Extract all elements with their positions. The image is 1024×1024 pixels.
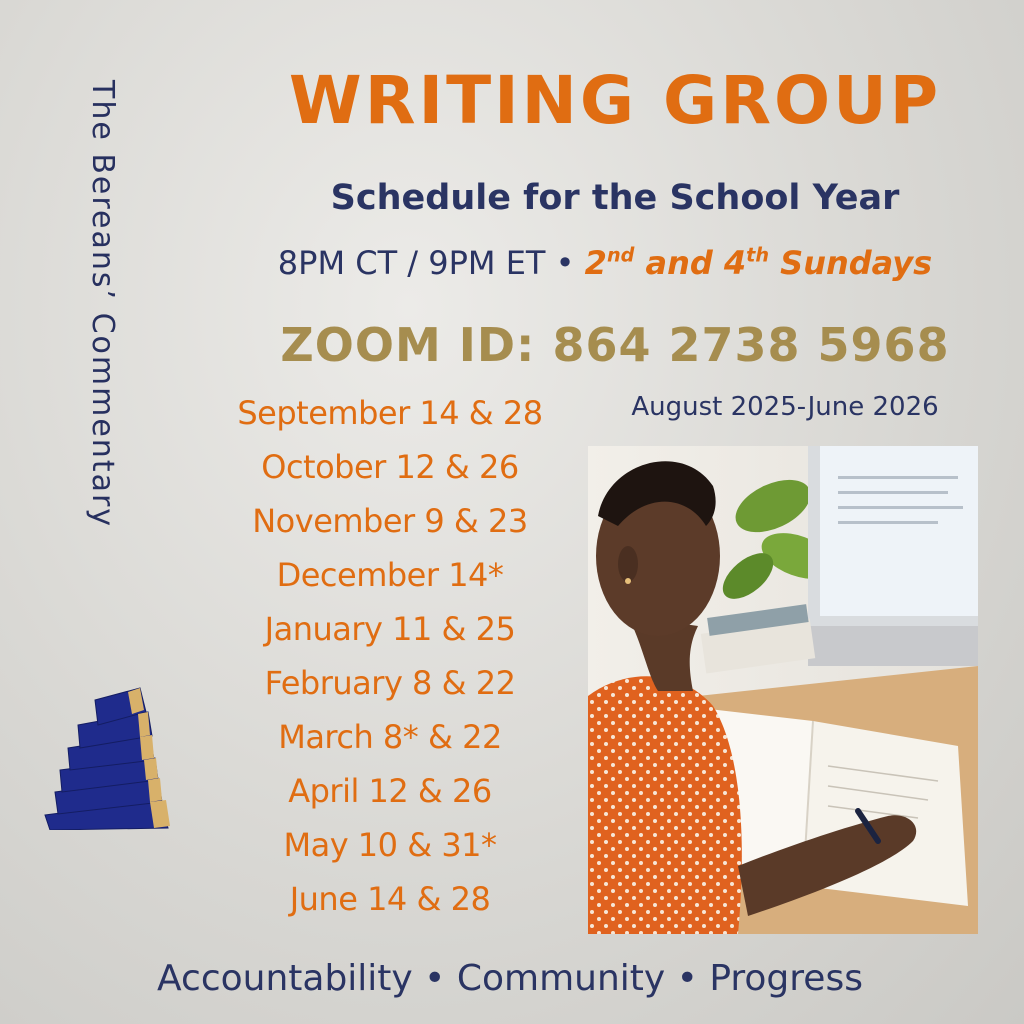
day-a-suffix: nd: [606, 243, 635, 267]
day-a: 2: [584, 244, 607, 282]
bullet-separator: •: [555, 244, 575, 282]
date-item: March 8* & 22: [278, 718, 502, 756]
page-title: WRITING GROUP: [288, 62, 942, 139]
meeting-days: [585, 244, 933, 282]
date-item: December 14*: [276, 556, 504, 594]
date-list: [200, 390, 580, 930]
zoom-id: ZOOM ID: 864 2738 5968: [280, 318, 950, 372]
meeting-time: [190, 244, 1020, 282]
woman-writing-photo: [588, 446, 978, 934]
date-item: September 14 & 28: [237, 394, 543, 432]
date-item: June 14 & 28: [289, 880, 491, 918]
book-stack-icon: [40, 680, 175, 830]
date-item: February 8 & 22: [264, 664, 516, 702]
date-item: May 10 & 31*: [283, 826, 497, 864]
subtitle: Schedule for the School Year: [330, 178, 900, 218]
date-item: October 12 & 26: [261, 448, 519, 486]
motto: Accountability • Community • Progress: [157, 958, 863, 999]
school-year-range: August 2025-June 2026: [631, 392, 939, 422]
photo-illustration: [588, 446, 978, 934]
day-and: and 4: [634, 244, 747, 282]
date-item: November 9 & 23: [252, 502, 528, 540]
day-b-suffix: th: [746, 243, 770, 267]
time-text: 8PM CT / 9PM ET: [277, 244, 546, 282]
day-tail: Sundays: [769, 244, 933, 282]
date-item: April 12 & 26: [288, 772, 492, 810]
brand-name: The Bereans’ Commentary: [85, 80, 120, 529]
date-item: January 11 & 25: [264, 610, 516, 648]
